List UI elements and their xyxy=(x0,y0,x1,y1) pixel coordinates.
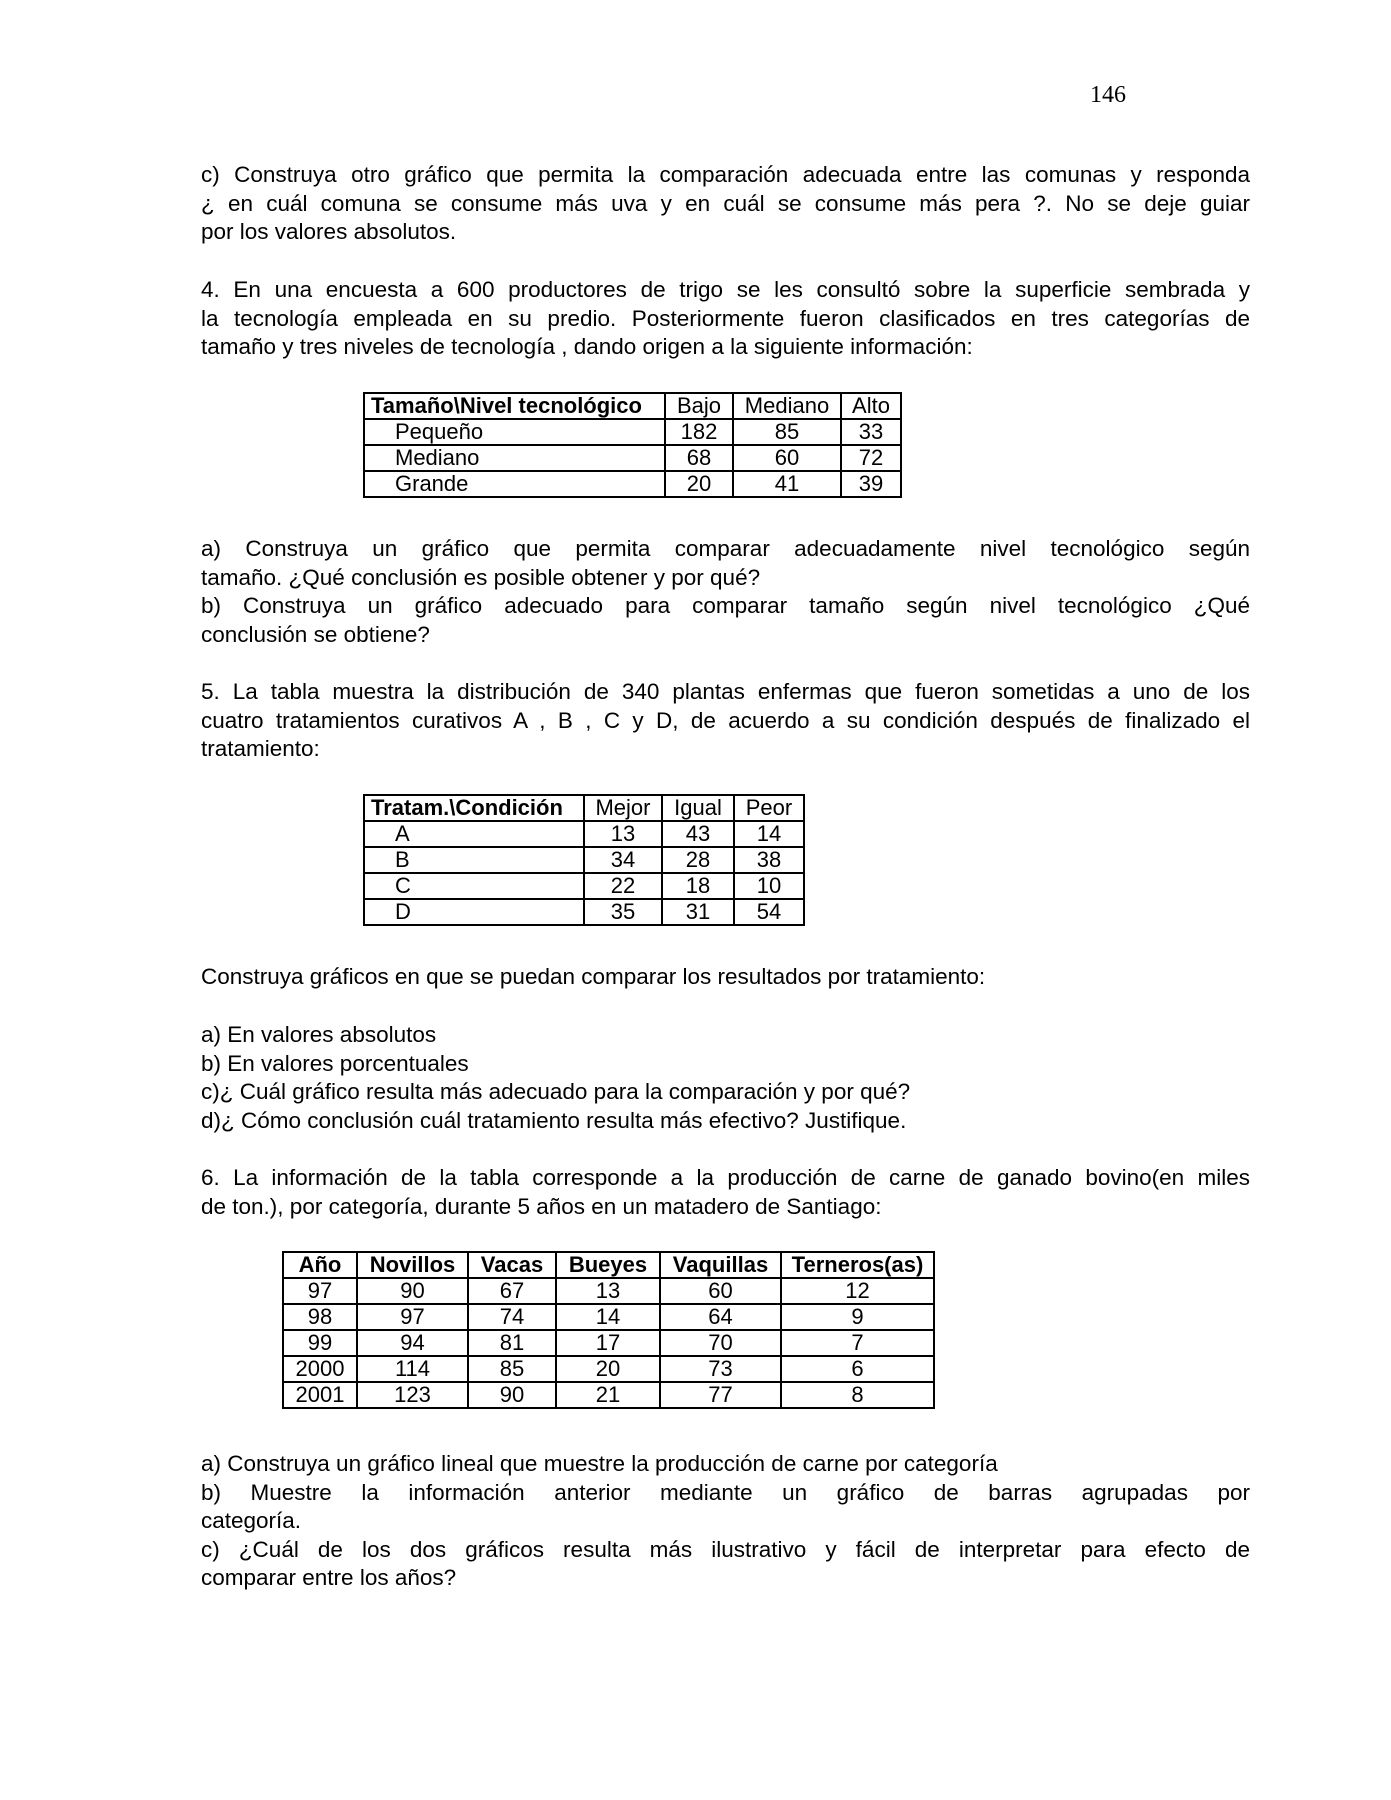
header-cell: Vacas xyxy=(468,1252,556,1278)
table-row xyxy=(364,847,804,873)
table-treatment-condition xyxy=(363,794,805,926)
text-line: categoría. xyxy=(201,1508,302,1534)
table-cell: 68 xyxy=(665,445,733,471)
table-cell: 6 xyxy=(781,1356,934,1382)
table-cell: 123 xyxy=(357,1382,468,1408)
table-cell: 38 xyxy=(734,847,804,873)
table-cell: 41 xyxy=(733,471,841,497)
table-cell: 31 xyxy=(662,899,734,925)
table-row xyxy=(283,1382,934,1408)
text-line: c)¿ Cuál gráfico resulta más adecuado para la comparación y por qué? xyxy=(201,1079,911,1105)
text-line: de ton.), por categoría, durante 5 años en un matadero de Santiago: xyxy=(201,1193,882,1219)
text-line: b) Construya un gráfico adecuado para comparar tamaño según nivel tecnológico ¿Qué xyxy=(201,593,1250,619)
table-cell: 7 xyxy=(781,1330,934,1356)
table-cell: 98 xyxy=(283,1304,357,1330)
table-cell: 77 xyxy=(660,1382,781,1408)
table-cell: 9 xyxy=(781,1304,934,1330)
text-line: d)¿ Cómo conclusión cuál tratamiento resulta más efectivo? Justifique. xyxy=(201,1107,907,1133)
text-line: comparar entre los años? xyxy=(201,1565,457,1591)
questions-4 xyxy=(201,535,1250,649)
table-cell: 64 xyxy=(660,1304,781,1330)
header-cell: Mejor xyxy=(584,795,662,821)
table-cell: 10 xyxy=(734,873,804,899)
table-cell: Grande xyxy=(364,471,665,497)
table-cell: 43 xyxy=(662,821,734,847)
table-row xyxy=(364,445,901,471)
table-cell: 94 xyxy=(357,1330,468,1356)
table-cell: 2001 xyxy=(283,1382,357,1408)
table-row xyxy=(364,471,901,497)
text-line: 6. La información de la tabla corresponde a la producción de carne de ganado bovino(en miles xyxy=(201,1165,1250,1190)
text-line: ¿ en cuál comuna se consume más uva y en cuál se consume más pera ?. No se deje guiar xyxy=(201,190,1250,216)
header-cell: Terneros(as) xyxy=(781,1252,934,1278)
table-cell: 34 xyxy=(584,847,662,873)
paragraph-4 xyxy=(201,276,1250,362)
table-header-row xyxy=(364,795,804,821)
paragraph-6 xyxy=(201,1164,1250,1221)
text-line: a) Construya un gráfico que permita comparar adecuadamente nivel tecnológico según xyxy=(201,536,1250,561)
text-line: c) Construya otro gráfico que permita la comparación adecuada entre las comunas y responda xyxy=(201,162,1250,187)
table-cell: 99 xyxy=(283,1330,357,1356)
table-cell: 18 xyxy=(662,873,734,899)
table-cell: 20 xyxy=(556,1356,660,1382)
header-cell: Año xyxy=(283,1252,357,1278)
table-cell: 22 xyxy=(584,873,662,899)
text-line: tamaño y tres niveles de tecnología , dando origen a la siguiente información: xyxy=(201,334,973,360)
table-cell: 114 xyxy=(357,1356,468,1382)
table-cell: 28 xyxy=(662,847,734,873)
header-cell: Novillos xyxy=(357,1252,468,1278)
table-row xyxy=(283,1304,934,1330)
table-row xyxy=(364,873,804,899)
table-cell: 90 xyxy=(468,1382,556,1408)
table-cell: 35 xyxy=(584,899,662,925)
text-line: b) En valores porcentuales xyxy=(201,1050,469,1076)
table-row xyxy=(283,1356,934,1382)
header-cell: Bueyes xyxy=(556,1252,660,1278)
header-cell: Alto xyxy=(841,393,901,419)
table-cell: 182 xyxy=(665,419,733,445)
table-row xyxy=(364,821,804,847)
table-cell: B xyxy=(364,847,584,873)
text-line: cuatro tratamientos curativos A , B , C y D, de acuerdo a su condición después de finalizado el xyxy=(201,707,1250,733)
table-cell: 13 xyxy=(556,1278,660,1304)
text-line: tamaño. ¿Qué conclusión es posible obtener y por qué? xyxy=(201,564,761,590)
table-row xyxy=(364,899,804,925)
table-cell: 81 xyxy=(468,1330,556,1356)
table-row xyxy=(283,1278,934,1304)
table-cell: 73 xyxy=(660,1356,781,1382)
table-cell: 74 xyxy=(468,1304,556,1330)
text-line: b) Muestre la información anterior mediante un gráfico de barras agrupadas por xyxy=(201,1479,1250,1505)
questions-5 xyxy=(201,1021,1250,1135)
text-line: tratamiento: xyxy=(201,736,320,762)
text-line: a) Construya un gráfico lineal que muestre la producción de carne por categoría xyxy=(201,1451,998,1476)
questions-6 xyxy=(201,1450,1250,1593)
table-cell: 67 xyxy=(468,1278,556,1304)
header-cell: Vaquillas xyxy=(660,1252,781,1278)
table-cell: 39 xyxy=(841,471,901,497)
page-number: 146 xyxy=(1090,82,1126,108)
text-line: a) En valores absolutos xyxy=(201,1022,437,1047)
header-cell: Igual xyxy=(662,795,734,821)
table-cell: 20 xyxy=(665,471,733,497)
text-line: c) ¿Cuál de los dos gráficos resulta más ilustrativo y fácil de interpretar para efecto de xyxy=(201,1536,1250,1562)
table-technology-by-size xyxy=(363,392,902,498)
table-cell: 72 xyxy=(841,445,901,471)
table-cell: 17 xyxy=(556,1330,660,1356)
table-cell: 85 xyxy=(733,419,841,445)
header-cell: Peor xyxy=(734,795,804,821)
table-cell: 60 xyxy=(733,445,841,471)
table-cell: 21 xyxy=(556,1382,660,1408)
table-cell: 12 xyxy=(781,1278,934,1304)
table-cell: 13 xyxy=(584,821,662,847)
text-line: Construya gráficos en que se puedan comparar los resultados por tratamiento: xyxy=(201,964,986,989)
table-cell: A xyxy=(364,821,584,847)
table-cell: 97 xyxy=(357,1304,468,1330)
table-cell: Pequeño xyxy=(364,419,665,445)
header-cell: Tamaño\Nivel tecnológico xyxy=(364,393,665,419)
table-beef-production xyxy=(282,1251,935,1409)
text-line: 5. La tabla muestra la distribución de 340 plantas enfermas que fueron sometidas a uno de los xyxy=(201,679,1250,704)
table-cell: 33 xyxy=(841,419,901,445)
header-cell: Bajo xyxy=(665,393,733,419)
header-cell: Mediano xyxy=(733,393,841,419)
table-cell: D xyxy=(364,899,584,925)
paragraph-5b xyxy=(201,963,1250,992)
table-cell: 14 xyxy=(556,1304,660,1330)
table-header-row xyxy=(283,1252,934,1278)
text-line: por los valores absolutos. xyxy=(201,219,457,245)
header-cell: Tratam.\Condición xyxy=(364,795,584,821)
table-cell: 54 xyxy=(734,899,804,925)
table-cell: 90 xyxy=(357,1278,468,1304)
text-line: 4. En una encuesta a 600 productores de trigo se les consultó sobre la superficie sembrada y xyxy=(201,277,1250,302)
table-cell: 60 xyxy=(660,1278,781,1304)
table-cell: 70 xyxy=(660,1330,781,1356)
table-cell: 97 xyxy=(283,1278,357,1304)
table-cell: 14 xyxy=(734,821,804,847)
table-cell: C xyxy=(364,873,584,899)
paragraph-3c xyxy=(201,161,1250,247)
table-cell: Mediano xyxy=(364,445,665,471)
paragraph-5 xyxy=(201,678,1250,764)
table-row xyxy=(364,419,901,445)
table-cell: 8 xyxy=(781,1382,934,1408)
table-row xyxy=(283,1330,934,1356)
table-cell: 2000 xyxy=(283,1356,357,1382)
table-cell: 85 xyxy=(468,1356,556,1382)
text-line: la tecnología empleada en su predio. Posteriormente fueron clasificados en tres categorías de xyxy=(201,305,1250,331)
table-header-row xyxy=(364,393,901,419)
text-line: conclusión se obtiene? xyxy=(201,621,430,647)
